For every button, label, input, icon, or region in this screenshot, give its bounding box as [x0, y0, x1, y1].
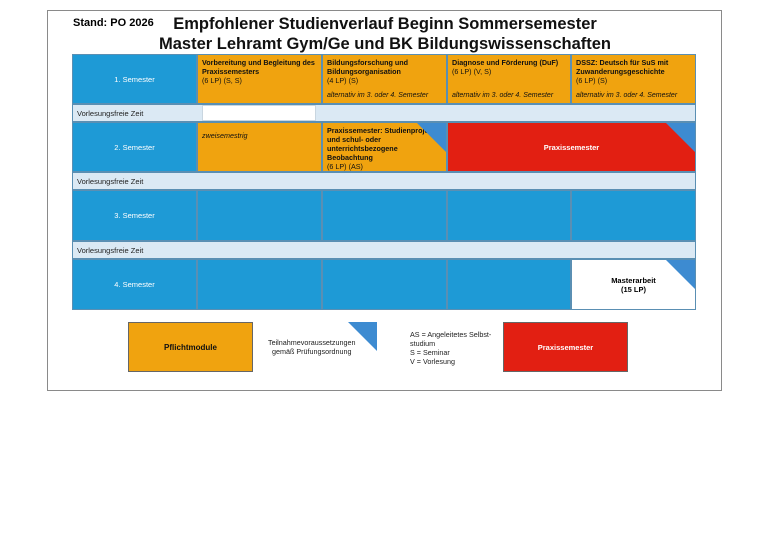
prerequisite-triangle-icon	[666, 123, 695, 152]
empty-slot	[322, 259, 447, 310]
module-praxissemester-studienprojekt	[322, 122, 447, 172]
module-title: Praxissemester: Studienprojekt und schul- oder unterrichtsbezogene Beobachtung	[327, 126, 435, 162]
vorlesungsfreie-zeit-3: Vorlesungsfreie Zeit	[72, 241, 696, 259]
legend-triangle-icon	[348, 322, 377, 351]
vorlesungsfreie-zeit-1: Vorlesungsfreie Zeit	[72, 104, 696, 122]
masterarbeit-block	[571, 259, 696, 310]
module-duf	[447, 54, 571, 104]
legend-abbreviations	[410, 330, 491, 366]
stand-label: Stand: PO 2026	[73, 17, 154, 29]
module-zweisemestrig	[197, 122, 322, 172]
prerequisite-triangle-icon	[666, 260, 695, 289]
module-alternative-note: alternativ im 3. oder 4. Semester	[327, 92, 429, 99]
module-alternative-note: alternativ im 3. oder 4. Semester	[576, 92, 678, 99]
semester-3-label: 3. Semester	[72, 190, 197, 241]
praxissemester-block	[447, 122, 696, 172]
study-plan-grid	[72, 54, 696, 310]
masterarbeit-lp: (15 LP)	[620, 284, 646, 294]
module-lp: (4 LP) (S)	[327, 76, 359, 85]
module-lp: (6 LP) (S)	[576, 76, 608, 85]
empty-slot	[447, 190, 571, 241]
module-dssz	[571, 54, 696, 104]
prerequisite-triangle-icon	[417, 123, 446, 152]
praxissemester-label: Praxissemester	[543, 142, 600, 152]
module-title: Diagnose und Förderung (DuF)	[452, 58, 559, 67]
module-title: Bildungsforschung und Bildungsorganisation	[327, 58, 409, 76]
semester-1-label: 1. Semester	[72, 54, 197, 104]
module-lp: (6 LP) (S, S)	[202, 76, 242, 85]
legend-pflichtmodule: Pflichtmodule	[128, 322, 253, 372]
semester-2-label: 2. Semester	[72, 122, 197, 172]
legend-teilnahme-line1: Teilnahmevoraussetzungen	[268, 338, 356, 347]
module-title: Vorbereitung und Begleitung des Praxissemesters	[202, 58, 315, 76]
module-bildungsforschung	[322, 54, 447, 104]
module-lp: (6 LP) (AS)	[327, 162, 363, 171]
module-alternative-note: alternativ im 3. oder 4. Semester	[452, 92, 554, 99]
abbr-s: S = Seminar	[410, 348, 450, 357]
vorlesungsfreie-zeit-2: Vorlesungsfreie Zeit	[72, 172, 696, 190]
title-line-2: Master Lehramt Gym/Ge und BK Bildungswissenschaften	[158, 35, 611, 53]
legend-teilnahme	[268, 338, 356, 356]
semester-4-label: 4. Semester	[72, 259, 197, 310]
module-lp: (6 LP) (V, S)	[452, 67, 492, 76]
vfz-gap-box	[202, 105, 316, 121]
empty-slot	[322, 190, 447, 241]
empty-slot	[197, 259, 322, 310]
abbr-as-cont: studium	[410, 339, 436, 348]
module-title: DSSZ: Deutsch für SuS mit Zuwanderungsgeschichte	[576, 58, 669, 76]
legend-teilnahme-line2: gemäß Prüfungsordnung	[272, 347, 352, 356]
title-line-1: Empfohlener Studienverlauf Beginn Sommersemester	[173, 15, 597, 33]
legend-praxissemester: Praxissemester	[503, 322, 628, 372]
masterarbeit-label: Masterarbeit	[611, 275, 656, 285]
empty-slot	[447, 259, 571, 310]
abbr-v: V = Vorlesung	[410, 357, 455, 366]
abbr-as: AS = Angeleitetes Selbst-	[410, 330, 492, 339]
empty-slot	[571, 190, 696, 241]
zweisemestrig-note: zweisemestrig	[202, 131, 248, 140]
module-praxissemester-vorbereitung	[197, 54, 322, 104]
empty-slot	[197, 190, 322, 241]
